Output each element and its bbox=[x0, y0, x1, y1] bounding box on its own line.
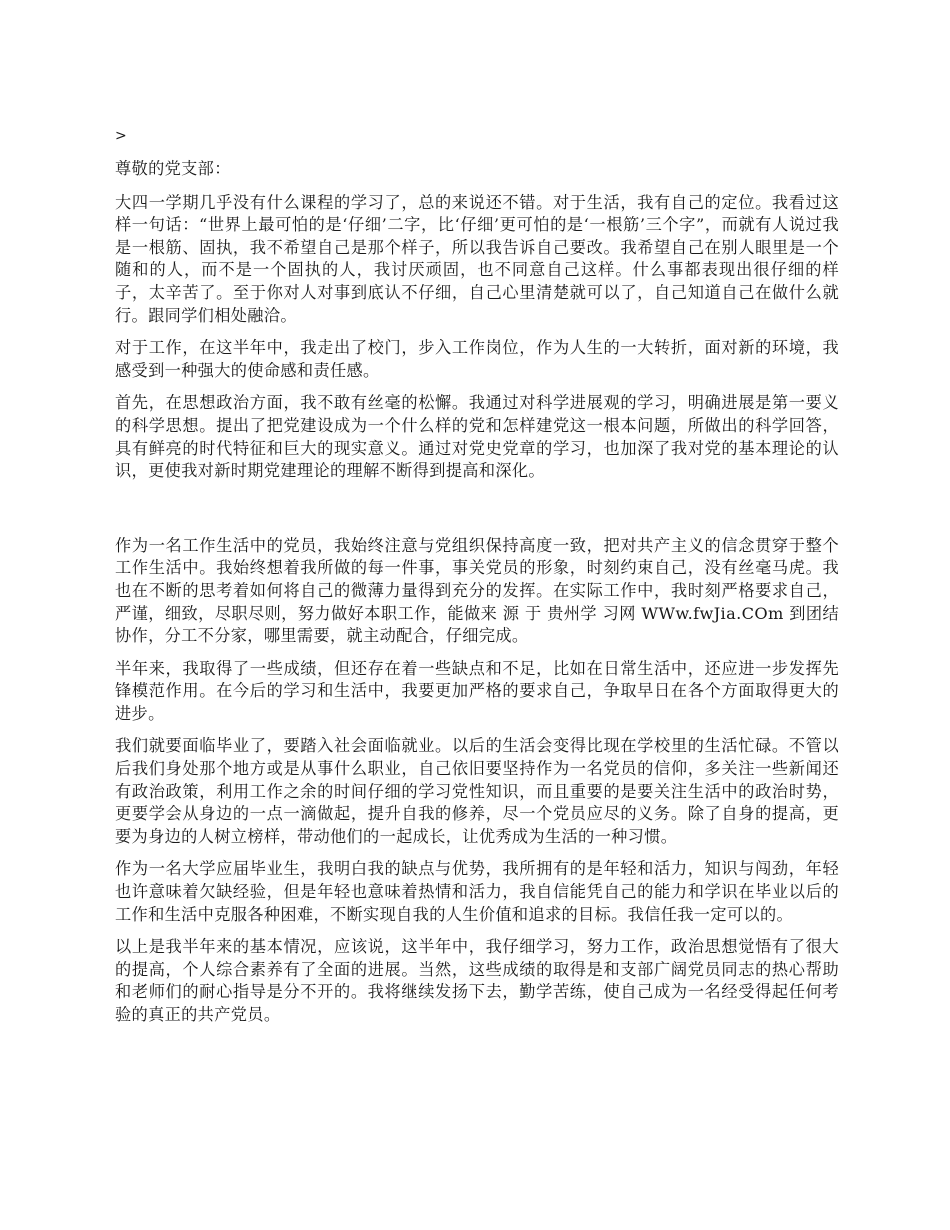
paragraph-achievements: 半年来，我取得了一些成绩，但还存在着一些缺点和不足，比如在日常生活中，还应进一步发挥先锋模范作用。在今后的学习和生活中，我要更加严格的要求自己，争取早日在各个方面取得更大的进步。 bbox=[115, 658, 839, 723]
paragraph-graduation: 我们就要面临毕业了，要踏入社会面临就业。以后的生活会变得比现在学校里的生活忙碌。不管以后我们身处那个地方或是从事什么职业，自己依旧要坚持作为一名党员的信仰，多关注一些新闻还有政治政策，利用工作之余的时间仔细的学习党性知识，而且重要的是要关注生活中的政治时势，更要学会从身边的一点一滴做起，提升自我的修养，尽一个党员应尽的义务。除了自身的提高，更要为身边的人树立榜样，带动他们的一起成长，让优秀成为生活的一种习惯。 bbox=[115, 736, 839, 846]
salutation: 尊敬的党支部： bbox=[115, 159, 231, 178]
section-spacer bbox=[115, 493, 839, 535]
paragraph-party-member-work: 作为一名工作生活中的党员，我始终注意与党组织保持高度一致，把对共产主义的信念贯穿于整个工作生活中。我始终想着我所做的每一件事，事关党员的形象，时刻约束自己，没有丝毫马虎。我也在不断的思考着如何将自己的微薄力量得到充分的发挥。在实际工作中，我时刻严格要求自己，严谨，细致，尽职尽则，努力做好本职工作，能做来 源 于 贵州学 习网 WWw.fwJia.COm 到团结协作，分工不分家，哪里需要，就主动配合，仔细完成。 bbox=[115, 535, 839, 646]
paragraph-personal-life: 大四一学期几乎没有什么课程的学习了，总的来说还不错。对于生活，我有自己的定位。我看过这样一句话：“世界上最可怕的是‘仔细’二字，比‘仔细’更可怕的是‘一根筋’三个字”，而就有人说过我是一根筋、固执，我不希望自己是那个样子，所以我告诉自己要改。我希望自己在别人眼里是一个随和的人，而不是一个固执的人，我讨厌顽固，也不同意自己这样。什么事都表现出很仔细的样子，太辛苦了。至于你对人对事到底认不仔细，自己心里清楚就可以了，自己知道自己在做什么就行。跟同学们相处融洽。 bbox=[115, 192, 839, 325]
paragraph-summary: 以上是我半年来的基本情况，应该说，这半年中，我仔细学习，努力工作，政治思想觉悟有了很大的提高，个人综合素养有了全面的进展。当然，这些成绩的取得是和支部广阔党员同志的热心帮助和老师们的耐心指导是分不开的。我将继续发扬下去，勤学苦练，使自己成为一名经受得起任何考验的真正的共产党员。 bbox=[115, 937, 839, 1024]
document-marker: > bbox=[115, 128, 128, 144]
paragraph-work-intro: 对于工作，在这半年中，我走出了校门，步入工作岗位，作为人生的一大转折，面对新的环境，我感受到一种强大的使命感和责任感。 bbox=[115, 338, 839, 380]
paragraph-political-thought: 首先，在思想政治方面，我不敢有丝毫的松懈。我通过对科学进展观的学习，明确进展是第一要义的科学思想。提出了把党建设成为一个什么样的党和怎样建党这一根本问题，所做出的科学回答，具有鲜亮的时代特征和巨大的现实意义。通过对党史党章的学习，也加深了我对党的基本理论的认识，更使我对新时期党建理论的理解不断得到提高和深化。 bbox=[115, 393, 839, 481]
document-body bbox=[115, 126, 839, 1037]
paragraph-strengths: 作为一名大学应届毕业生，我明白我的缺点与优势，我所拥有的是年轻和活力，知识与闯劲，年轻也许意味着欠缺经验，但是年轻也意味着热情和活力，我自信能凭自己的能力和学识在毕业以后的工作和生活中克服各种困难，不断实现自我的人生价值和追求的目标。我信任我一定可以的。 bbox=[115, 859, 839, 924]
